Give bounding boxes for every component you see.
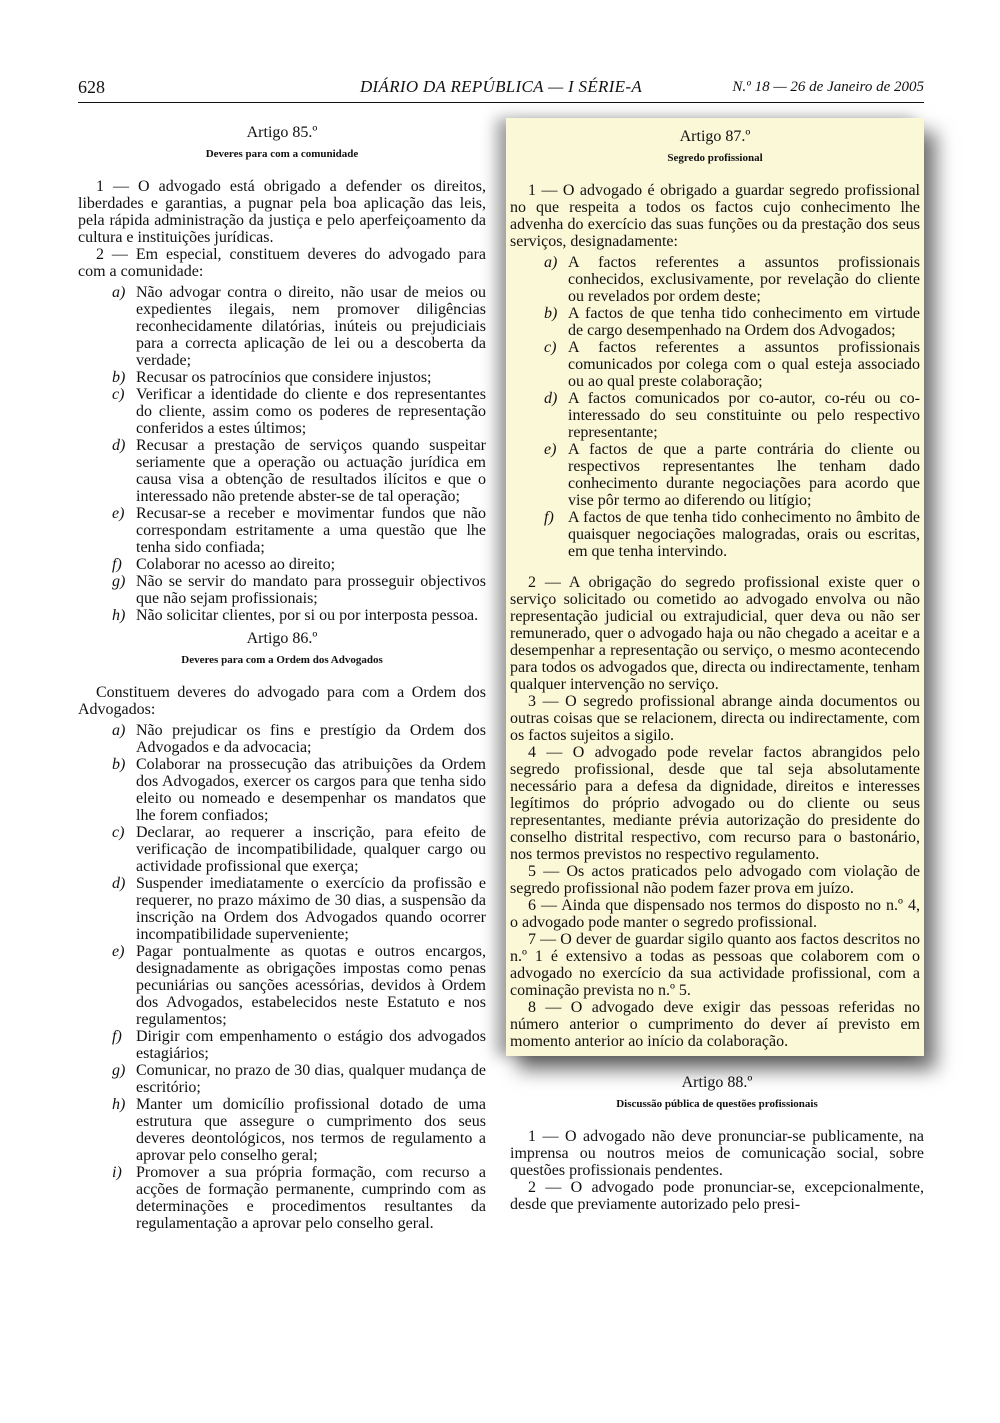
list-item: a) Não prejudicar os fins e prestígio da Ordem dos Advogados e da advocacia; [112,722,486,756]
left-column [78,118,486,1236]
article-86 [78,630,486,1232]
article-subtitle: Deveres para com a comunidade [205,148,359,160]
article-subtitle: Discussão pública de questões profissionais [616,1098,818,1110]
paragraph: Constituem deveres do advogado para com a Ordem dos Advogados: [78,684,486,718]
page-header [78,76,924,103]
item-list [510,254,920,560]
article-title: Artigo 86.º [246,630,318,647]
list-item: i) Promover a sua própria formação, com recurso a acções de formação permanente, cumprindo com as determinações e procedimentos resultantes da regulamentação a aprovar pelo conselho geral. [112,1164,486,1232]
paragraph: 2 — Em especial, constituem deveres do advogado para com a comunidade: [78,246,486,280]
article-88 [510,1074,924,1213]
list-item: b) A factos de que tenha tido conhecimento em virtude de cargo desempenhado na Ordem dos Advogados; [544,305,920,339]
list-item: d) Recusar a prestação de serviços quando suspeitar seriamente que a operação ou actuação jurídica em causa visa a obtenção de resultados ilícitos e que o interessado não pretende abster-se de tal operação; [112,437,486,505]
list-item: e) A factos de que a parte contrária do cliente ou respectivos representantes lhe tenham dado conhecimento durante negociações para acordo que vise pôr termo ao diferendo ou litígio; [544,441,920,509]
list-item: c) Declarar, ao requerer a inscrição, para efeito de verificação de incompatibilidade, qualquer cargo ou actividade profissional que exerça; [112,824,486,875]
list-item: c) A factos referentes a assuntos profissionais comunicados por colega com o qual esteja associado ou ao qual preste colaboração; [544,339,920,390]
paragraph: 3 — O segredo profissional abrange ainda documentos ou outras coisas que se relacionem, directa ou indirectamente, com os factos sujeitos a sigilo. [510,693,920,744]
list-item: f) Dirigir com empenhamento o estágio dos advogados estagiários; [112,1028,486,1062]
list-item: b) Colaborar na prossecução das atribuições da Ordem dos Advogados, exercer os cargos para que tenha sido eleito ou nomeado e desempenhar os mandatos que lhe forem confiados; [112,756,486,824]
list-item: h) Não solicitar clientes, por si ou por interposta pessoa. [112,607,479,624]
list-item: f) Colaborar no acesso ao direito; [112,556,336,573]
paragraph: 7 — O dever de guardar sigilo quanto aos factos descritos no n.º 1 é extensivo a todas as pessoas que colaborem com o advogado no exercício da sua actividade profissional, com a cominação prevista no n.º 5. [510,931,920,999]
list-item: g) Não se servir do mandato para prosseguir objectivos que não sejam profissionais; [112,573,486,607]
paragraph: 6 — Ainda que dispensado nos termos do disposto no n.º 4, o advogado pode manter o segredo profissional. [510,897,920,931]
paragraph: 1 — O advogado não deve pronunciar-se publicamente, na imprensa ou noutros meios de comunicação social, sobre questões profissionais pendentes. [510,1128,924,1179]
publication-title: DIÁRIO DA REPÚBLICA — I SÉRIE-A [359,77,643,96]
article-85 [78,124,486,624]
article-subtitle: Segredo profissional [667,152,763,164]
article-title: Artigo 85.º [246,124,318,141]
paragraph: 2 — O advogado pode pronunciar-se, excepcionalmente, desde que previamente autorizado pelo presi- [510,1179,924,1213]
list-item: c) Verificar a identidade do cliente e dos representantes do cliente, assim como os poderes de representação conferidos a estes últimos; [112,386,486,437]
paragraph: 4 — O advogado pode revelar factos abrangidos pelo segredo profissional, desde que tal seja absolutamente necessário para a defesa da dignidade, direitos e interesses legítimos do próprio advogado ou do cliente ou seus representantes, mediante prévia autorização do presidente do conselho distrital respectivo, com recurso para o bastonário, nos termos previstos no respectivo regulamento. [510,744,920,863]
item-list [78,284,486,624]
list-item: d) Suspender imediatamente o exercício da profissão e requerer, no prazo máximo de 30 dias, a suspensão da inscrição na Ordem dos Advogados quando ocorrer incompatibilidade superveniente; [112,875,486,943]
list-item: e) Recusar-se a receber e movimentar fundos que não correspondam estritamente a uma questão que lhe tenha sido confiada; [112,505,486,556]
list-item: f) A factos de que tenha tido conhecimento no âmbito de quaisquer negociações malogradas, orais ou escritas, em que tenha intervindo. [544,509,920,560]
list-item: d) A factos comunicados por co-autor, co-réu ou co-interessado do seu constituinte ou pelo respectivo representante; [544,390,920,441]
list-item: g) Comunicar, no prazo de 30 dias, qualquer mudança de escritório; [112,1062,486,1096]
paragraph: 1 — O advogado é obrigado a guardar segredo profissional no que respeita a todos os factos cujo conhecimento lhe advenha do exercício das suas funções ou da prestação dos seus serviços, designadamente: [510,182,920,250]
issue-date: N.º 18 — 26 de Janeiro de 2005 [732,79,924,95]
article-subtitle: Deveres para com a Ordem dos Advogados [181,654,383,666]
paragraph: 2 — A obrigação do segredo profissional existe quer o serviço solicitado ou cometido ao advogado envolva ou não representação judicial ou extrajudicial, quer deva ou não ser remunerado, quer o advogado haja ou não chegado a aceitar e a desempenhar a representação ou serviço, o mesmo acontecendo para todos os advogados que, directa ou indirectamente, tenham qualquer intervenção no serviço. [510,574,920,693]
article-title: Artigo 87.º [679,128,751,145]
highlighted-article-87 [506,118,924,1056]
paragraph: 8 — O advogado deve exigir das pessoas referidas no número anterior o cumprimento do dever aí previsto em momento anterior ao início da colaboração. [510,999,920,1050]
item-list [78,722,486,1232]
paragraph: 5 — Os actos praticados pelo advogado com violação de segredo profissional não podem fazer prova em juízo. [510,863,920,897]
list-item: b) Recusar os patrocínios que considere injustos; [112,369,432,386]
right-column [510,118,924,1213]
page-number: 628 [78,77,105,97]
list-item: h) Manter um domicílio profissional dotado de uma estrutura que assegure o cumprimento dos seus deveres deontológicos, nos termos de regulamento a aprovar pelo conselho geral; [112,1096,486,1164]
list-item: a) Não advogar contra o direito, não usar de meios ou expedientes ilegais, nem promover diligências reconhecidamente dilatórias, inúteis ou prejudiciais para a correcta aplicação de lei ou a descoberta da verdade; [112,284,486,369]
list-item: e) Pagar pontualmente as quotas e outros encargos, designadamente as obrigações impostas como penas pecuniárias ou sanções acessórias, devidos à Ordem dos Advogados, estabelecidos neste Estatuto e nos regulamentos; [112,943,486,1028]
article-title: Artigo 88.º [681,1074,753,1091]
paragraph: 1 — O advogado está obrigado a defender os direitos, liberdades e garantias, a pugnar pela boa aplicação das leis, pela rápida administração da justiça e pelo aperfeiçoamento da cultura e instituições jurídicas. [78,178,486,246]
list-item: a) A factos referentes a assuntos profissionais conhecidos, exclusivamente, por revelação do cliente ou revelados por ordem deste; [544,254,920,305]
